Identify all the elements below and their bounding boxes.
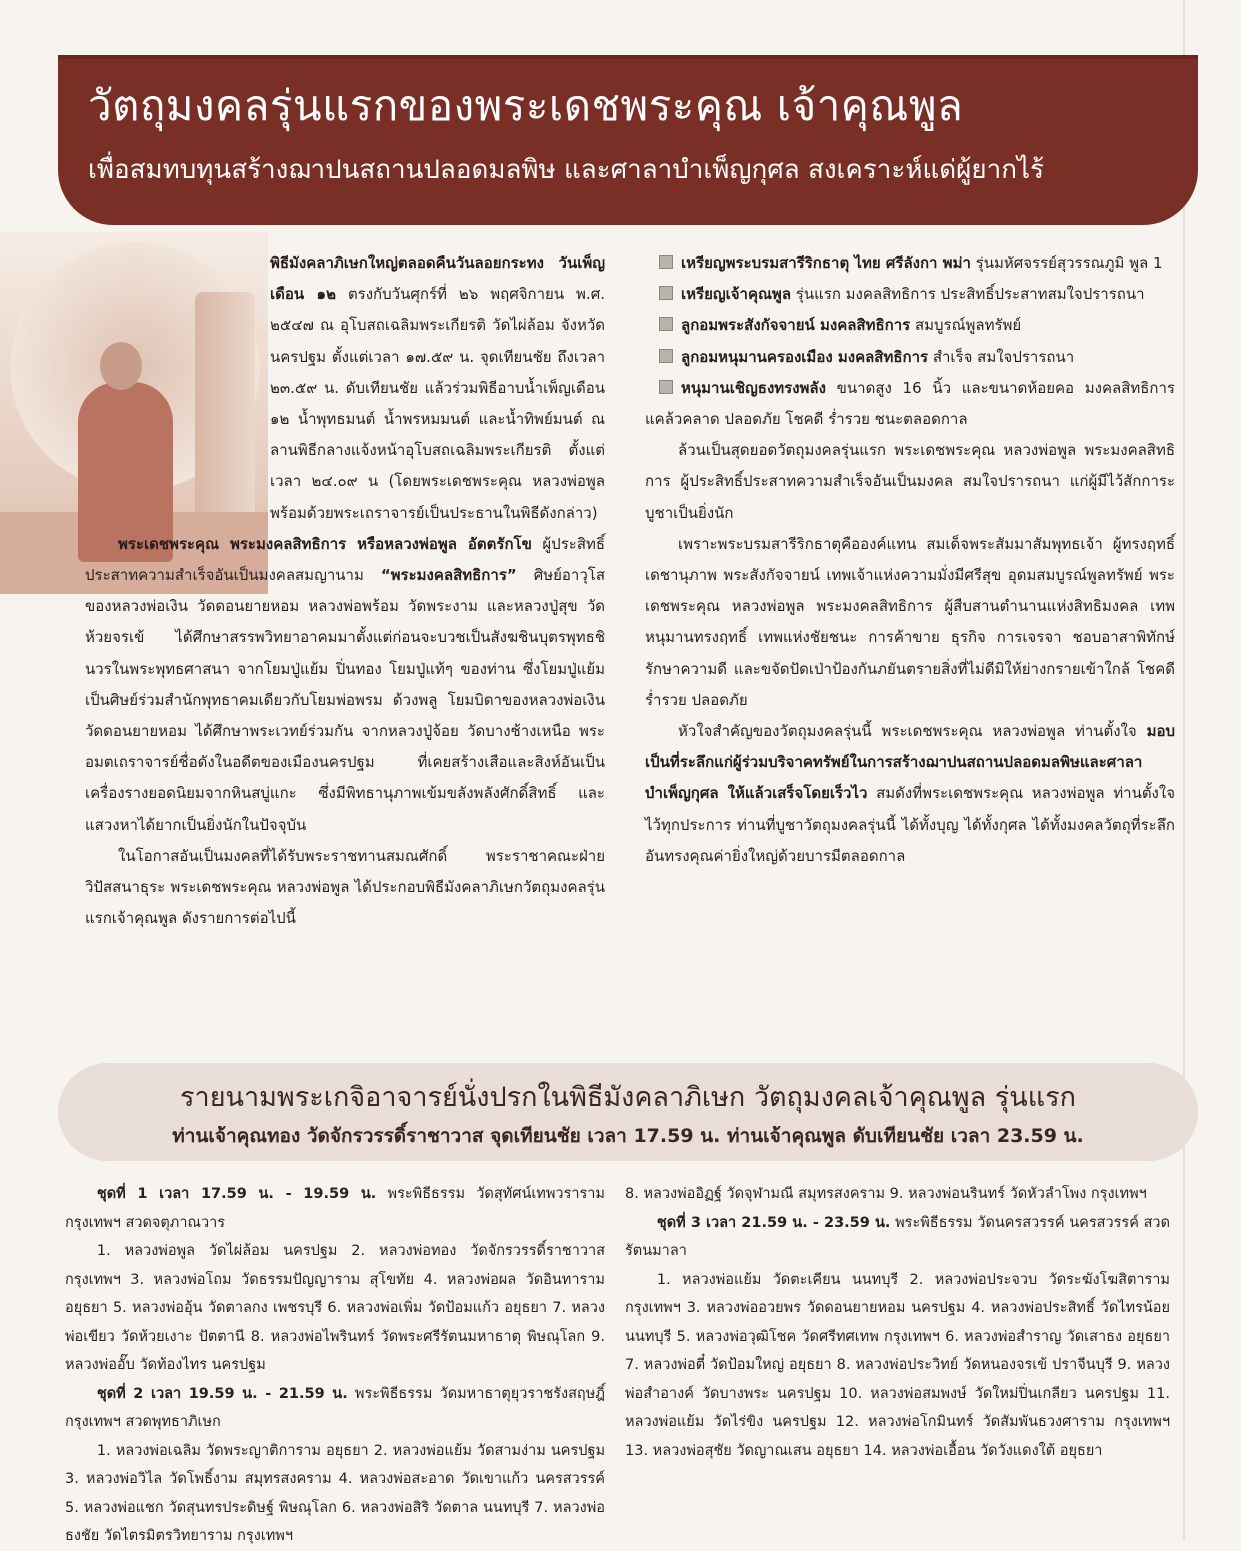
biography-title-name: “พระมงคลสิทธิการ” [380, 566, 517, 585]
item-name: หนุมานเชิญธงทรงพลัง [681, 378, 826, 397]
item-name: เหรียญพระบรมสารีริกธาตุ ไทย ศรีลังกา พม่า [681, 254, 971, 272]
paper-fold [1183, 0, 1185, 1541]
summary-paragraph: ล้วนเป็นสุดยอดวัตถุมงคลรุ่นแรก พระเดชพระคุณ หลวงพ่อพูล พระมงคลสิทธิการ ผู้ประสิทธิ์ประสาทความสำเร็จอันเป็นมงคล สมใจปรารถนา แก่ผู้มีไว้สักการะบูชาเป็นยิ่งนัก [645, 441, 1175, 522]
square-bullet-icon [659, 380, 673, 394]
session-3-heading [625, 1209, 1170, 1266]
header-banner [58, 55, 1198, 225]
item-list-entry [645, 373, 1175, 435]
monk-list-title: รายนามพระเกจิอาจารย์นั่งปรกในพิธีมังคลาภิเษก วัตถุมงคลเจ้าคุณพูล รุ่นแรก [180, 1082, 1076, 1113]
purpose-paragraph [645, 716, 1175, 872]
session-2-list: 1. หลวงพ่อเฉลิม วัดพระญาติการาม อยุธยา 2. หลวงพ่อแย้ม วัดสามง่าม นครปฐม 3. หลวงพ่อวิไล วัดโพธิ์งาม สมุทรสงคราม 4. หลวงพ่อสะอาด วัดเขาแก้ว นครสวรรค์ 5. หลวงพ่อแชก วัดสุนทรประดิษฐ์ พิษณุโลก 6. หลวงพ่อสิริ วัดตาล นนทบุรี 7. หลวงพ่อธงชัย วัดไตรมิตรวิทยาราม กรุงเทพฯ [65, 1442, 605, 1544]
item-list-entry [645, 342, 1175, 373]
session-1-time: ชุดที่ 1 เวลา 17.59 น. - 19.59 น. [96, 1186, 377, 1202]
meaning-paragraph: เพราะพระบรมสารีริกธาตุคือองค์แทน สมเด็จพระสัมมาสัมพุทธเจ้า ผู้ทรงฤทธิ์เดชานุภาพ พระสังกัจจายน์ เทพเจ้าแห่งความมั่งมีศรีสุข อุดมสมบูรณ์พูลทรัพย์ พระเดชพระคุณ หลวงพ่อพูล พระมงคลสิทธิการ ผู้สืบสานตำนานแห่งสิทธิมงคล เทพหนุมานทรงฤทธิ์ เทพแห่งชัยชนะ การค้าขาย ธุรกิจ การเจรจา ชอบอาสาพิทักษ์รักษาความดี และขจัดปัดเป่าป้องกันภยันตรายสิ่งที่ไม่ดีมิให้ย่างกรายเข้าใกล้ โชคดี ร่ำรวย ปลอดภัย [645, 534, 1175, 709]
item-name: ลูกอมหนุมานครองเมือง มงคลสิทธิการ [681, 347, 929, 366]
item-desc: สำเร็จ สมใจปรารถนา [928, 347, 1075, 366]
page-title: วัตถุมงคลรุ่นแรกของพระเดชพระคุณ เจ้าคุณพูล [88, 81, 964, 130]
session-3-list: 1. หลวงพ่อแย้ม วัดตะเคียน นนทบุรี 2. หลวงพ่อประจวบ วัดระฆังโฆสิตาราม กรุงเทพฯ 3. หลวงพ่ออวยพร วัดดอนยายหอม นครปฐม 4. หลวงพ่อประสิทธิ์ วัดไทรน้อย นนทบุรี 5. หลวงพ่อวุฒิโชค วัดศรีทศเทพ กรุงเทพฯ 6. หลวงพ่อสำราญ วัดเสาธง อยุธยา 7. หลวงพ่อตี๋ วัดป้อมใหญ่ อยุธยา 8. หลวงพ่อประวิทย์ วัดหนองจรเข้ ปราจีนบุรี 9. หลวงพ่อสำอางค์ วัดบางพระ นครปฐม 10. หลวงพ่อสมพงษ์ วัดใหม่ปิ่นเกลียว นครปฐม 11. หลวงพ่อแย้ม วัดไร่ขิง นครปฐม 12. หลวงพ่อโกมินทร์ วัดสัมพันธวงศาราม กรุงเทพฯ 13. หลวงพ่อสุชัย วัดญาณเสน อยุธยา 14. หลวงพ่อเอื้อน วัดวังแดงใต้ อยุธยา [625, 1271, 1170, 1459]
right-column [645, 248, 1175, 872]
page-subtitle: เพื่อสมทบทุนสร้างฌาปนสถานปลอดมลพิษ และศาลาบำเพ็ญกุศล สงเคราะห์แด่ผู้ยากไร้ [88, 155, 1044, 185]
session-2-heading [65, 1380, 605, 1437]
left-column [85, 248, 605, 934]
item-desc: รุ่นมหัศจรรย์สุวรรณภูมิ พูล 1 [970, 254, 1163, 272]
session-1-heading [65, 1180, 605, 1237]
item-desc: ขนาดสูง 16 นิ้ว และขนาดห้อยคอ มงคลสิทธิการ แคล้วคลาด ปลอดภัย โชคดี ร่ำรวย ชนะตลอดกาล [645, 378, 1175, 429]
item-desc: รุ่นแรก มงคลสิทธิการ ประสิทธิ์ประสาทสมใจปรารถนา [791, 285, 1145, 304]
square-bullet-icon [659, 317, 673, 331]
ceremony-paragraph [85, 248, 605, 529]
square-bullet-icon [659, 349, 673, 363]
sessions-left-column [65, 1180, 605, 1551]
item-list-entry [645, 279, 1175, 310]
monk-list-subtitle: ท่านเจ้าคุณทอง วัดจักรวรรดิ์ราชาวาส จุดเทียนชัย เวลา 17.59 น. ท่านเจ้าคุณพูล ดับเทียนชัย เวลา 23.59 น. [172, 1125, 1084, 1147]
session-3-rite: พระพิธีธรรม วัดนครสวรรค์ นครสวรรค์ สวดรัตนมาลา [625, 1214, 1170, 1259]
sessions-right-column [625, 1180, 1170, 1465]
ceremony-heading: พิธีมังคลาภิเษกใหญ่ตลอดคืนวันลอยกระทง วันเพ็ญเดือน ๑๒ [270, 254, 605, 304]
item-name: ลูกอมพระสังกัจจายน์ มงคลสิทธิการ [681, 316, 911, 335]
square-bullet-icon [659, 255, 673, 269]
biography-text-2: ศิษย์อาวุโสของหลวงพ่อเงิน วัดดอนยายหอม หลวงพ่อพร้อม วัดพระงาม และหลวงปู่สุข วัดห้วยจรเข้ ได้ศึกษาสรรพวิทยาอาคมมาตั้งแต่ก่อนจะบวชเป็นสังฆชินบุตรพุทธชินวรในพระพุทธศาสนา จากโยมปู่แย้ม ปิ่นทอง โยมปู่แท้ๆ ของท่าน ซึ่งโยมปู่แย้มเป็นศิษย์ร่วมสำนักพุทธาคมเดียวกับโยมพ่อพรม ด้วงพลู โยมบิดาของหลวงพ่อเงิน วัดดอนยายหอม ได้ศึกษาพระเวทย์ร่วมกัน จากหลวงปู่จ้อย วัดบางช้างเหนือ พระอมตเถราจารย์ชื่อดังในอดีตของเมืองนครปฐม ที่เคยสร้างเสือและสิงห์อันเป็นเครื่องรางยอดนิยมจากหินสบู่แกะ ซึ่งมีพิทธานุภาพเข้มขลังพลังศักดิ์สิทธิ์ และแสวงหาได้ยากเป็นยิ่งนักในปัจจุบัน [85, 566, 605, 834]
session-2-list-continued: 8. หลวงพ่ออิฏฐ์ วัดจุฬามณี สมุทรสงคราม 9. หลวงพ่อนรินทร์ วัดหัวลำโพง กรุงเทพฯ [625, 1186, 1147, 1202]
purpose-highlight: มอบเป็นที่ระลึกแก่ผู้ร่วมบริจาคทรัพย์ในการสร้างฌาปนสถานปลอดมลพิษและศาลาบำเพ็ญกุศล ให้แล้วเสร็จโดยเร็วไว [645, 722, 1175, 803]
session-1-list: 1. หลวงพ่อพูล วัดไผ่ล้อม นครปฐม 2. หลวงพ่อทอง วัดจักรวรรดิ์ราชาวาส กรุงเทพฯ 3. หลวงพ่อโถม วัดธรรมปัญญาราม สุโขทัย 4. หลวงพ่อผล วัดอินทาราม อยุธยา 5. หลวงพ่ออุ้น วัดตาลกง เพชรบุรี 6. หลวงพ่อเพิ่ม วัดป้อมแก้ว อยุธยา 7. หลวงพ่อเขียว วัดห้วยเงาะ ปัตตานี 8. หลวงพ่อไพรินทร์ วัดพระศรีรัตนมหาธาตุ พิษณุโลก 9. หลวงพ่ออั๊บ วัดท้องไทร นครปฐม [65, 1243, 605, 1373]
purpose-text-1: หัวใจสำคัญของวัตถุมงคลรุ่นนี้ พระเดชพระคุณ หลวงพ่อพูล ท่านตั้งใจ [678, 722, 1147, 741]
session-2-rite: พระพิธีธรรม วัดมหาธาตุยุวราชรังสฤษฎิ์ กรุงเทพฯ สวดพุทธาภิเษก [65, 1385, 605, 1430]
item-name: เหรียญเจ้าคุณพูล [681, 285, 792, 304]
ceremony-text: ตรงกับวันศุกร์ที่ ๒๖ พฤศจิกายน พ.ศ. ๒๕๔๗ ณ อุโบสถเฉลิมพระเกียรติ วัดไผ่ล้อม จังหวัดนครปฐม ตั้งแต่เวลา ๑๗.๕๙ น. จุดเทียนชัย ถึงเวลา ๒๓.๕๙ น. ดับเทียนชัย แล้วร่วมพิธีอาบน้ำเพ็ญเดือน ๑๒ น้ำพุทธมนต์ น้ำพรหมมนต์ และน้ำทิพย์มนต์ ณ ลานพิธีกลางแจ้งหน้าอุโบสถเฉลิมพระเกียรติ ตั้งแต่เวลา ๒๔.๐๙ น (โดยพระเดชพระคุณ หลวงพ่อพูล พร้อมด้วยพระเถราจารย์เป็นประธานในพิธีดังกล่าว) [270, 285, 605, 522]
item-desc: สมบูรณ์พูลทรัพย์ [910, 316, 1022, 335]
purpose-text-2: สมดังที่พระเดชพระคุณ หลวงพ่อพูล ท่านตั้งใจไว้ทุกประการ ท่านที่บูชาวัตถุมงคลรุ่นนี้ ได้ทั้งบุญ ได้ทั้งกุศล ได้ทั้งมงคลวัตถุที่ระลึก อันทรงคุณค่ายิ่งใหญ่ด้วยบารมีตลอดกาล [645, 784, 1175, 865]
session-2-time: ชุดที่ 2 เวลา 19.59 น. - 21.59 น. [96, 1385, 348, 1402]
biography-heading: พระเดชพระคุณ พระมงคลสิทธิการ หรือหลวงพ่อพูล อัตตรักโข [118, 534, 532, 553]
monk-list-header [58, 1063, 1198, 1161]
biography-paragraph [85, 529, 605, 841]
session-1-rite: พระพิธีธรรม วัดสุทัศน์เทพวราราม กรุงเทพฯ สวดจตุภาณวาร [65, 1186, 605, 1231]
item-list-entry [645, 310, 1175, 341]
session-3-time: ชุดที่ 3 เวลา 21.59 น. - 23.59 น. [656, 1214, 891, 1231]
square-bullet-icon [659, 286, 673, 300]
item-list-entry [645, 248, 1175, 279]
biography-text-1: ผู้ประสิทธิ์ประสาทความสำเร็จอันเป็นมงคลสมญานาม [85, 534, 606, 585]
occasion-paragraph: ในโอกาสอันเป็นมงคลที่ได้รับพระราชทานสมณศักดิ์ พระราชาคณะฝ่ายวิปัสสนาธุระ พระเดชพระคุณ หลวงพ่อพูล ได้ประกอบพิธีมังคลาภิเษกวัตถุมงคลรุ่นแรกเจ้าคุณพูล ดังรายการต่อไปนี้ [85, 846, 605, 928]
